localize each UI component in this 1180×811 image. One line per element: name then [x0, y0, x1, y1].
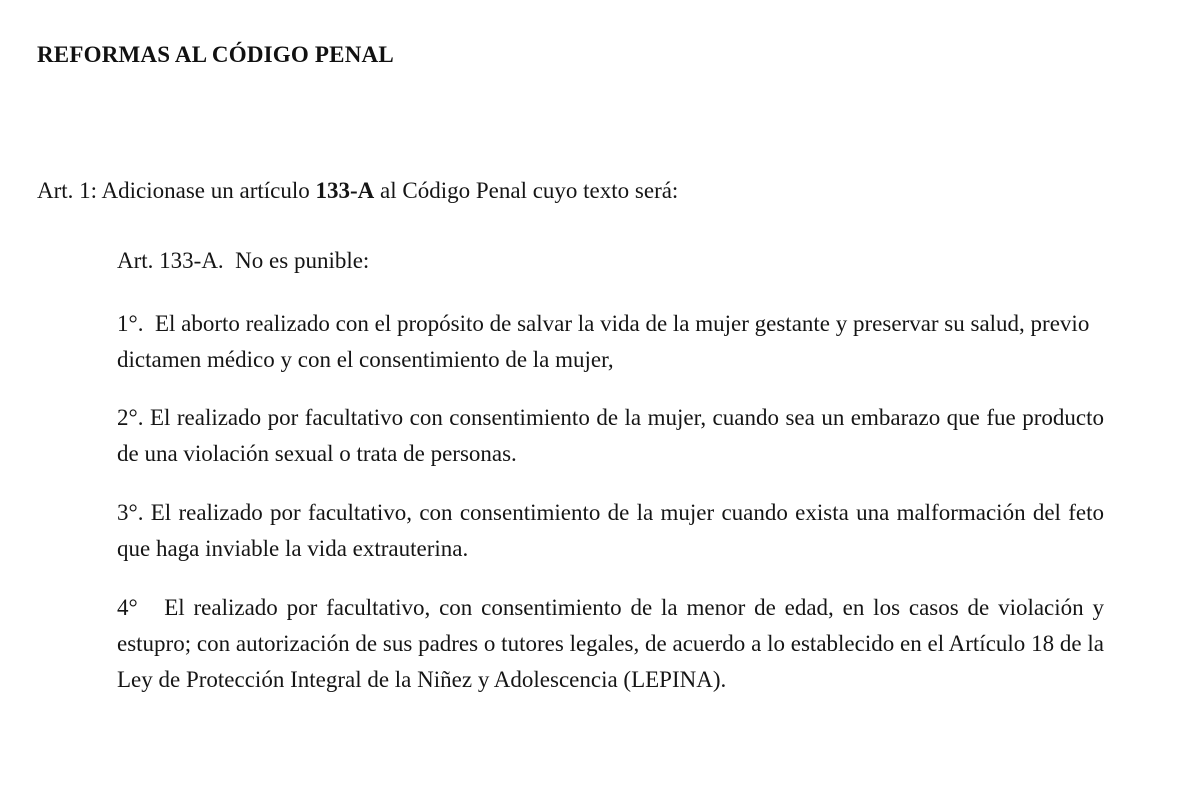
article-reference-bold: 133-A [315, 178, 375, 203]
clause-1 [117, 306, 1104, 378]
clause-text: El realizado por facultativo, con consentimiento de la mujer cuando exista una malformación del feto que haga inviable la vida extrauterina. [117, 500, 1104, 561]
clause-text: El aborto realizado con el propósito de salvar la vida de la mujer gestante y preservar su salud, previo dictamen médico y con el consentimiento de la mujer, [117, 311, 1090, 372]
clause-text: El realizado por facultativo, con consentimiento de la menor de edad, en los casos de violación y estupro; con autorización de sus padres o tutores legales, de acuerdo a lo establecido en el Artículo 18 de la Ley de Protección Integral de la Niñez y Adolescencia (LEPINA). [117, 595, 1105, 692]
clause-3 [117, 495, 1104, 567]
clause-2 [117, 400, 1104, 472]
clause-number: 1°. [117, 311, 155, 336]
document-title: REFORMAS AL CÓDIGO PENAL [37, 42, 394, 67]
clause-number: 4° [117, 595, 165, 620]
article-133a-heading: Art. 133-A. No es punible: [117, 248, 370, 273]
article-1-intro [37, 176, 678, 206]
clause-text: El realizado por facultativo con consentimiento de la mujer, cuando sea un embarazo que fue producto de una violación sexual o trata de personas. [117, 405, 1104, 466]
clause-number: 3°. [117, 500, 151, 525]
clause-4 [117, 590, 1104, 698]
article-1-intro-prefix: Art. 1: Adicionase un artículo [37, 178, 316, 203]
clause-number: 2°. [117, 405, 150, 430]
article-1-intro-suffix: al Código Penal cuyo texto será: [374, 178, 679, 203]
